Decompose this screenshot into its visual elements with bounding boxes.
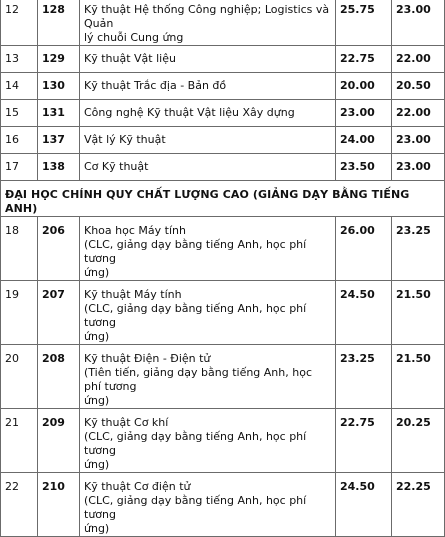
program-name (80, 0, 336, 46)
row-number: 22 (1, 473, 38, 537)
program-name (80, 473, 336, 537)
table-body-bottom (1, 217, 445, 537)
table-row (1, 345, 445, 409)
score-a: 20.00 (336, 73, 392, 100)
program-code: 130 (38, 73, 80, 100)
score-b: 23.00 (392, 0, 445, 46)
program-name-line: Kỹ thuật Điện - Điện tử (84, 352, 211, 365)
program-name (80, 46, 336, 73)
score-b: 20.50 (392, 73, 445, 100)
score-b: 22.00 (392, 46, 445, 73)
program-name-line: (CLC, giảng dạy bằng tiếng Anh, học phí tương (84, 238, 307, 265)
table-row (1, 73, 445, 100)
row-number: 20 (1, 345, 38, 409)
score-a: 23.25 (336, 345, 392, 409)
table-row (1, 100, 445, 127)
program-name-line: Vật lý Kỹ thuật (84, 133, 166, 146)
score-a: 24.50 (336, 473, 392, 537)
program-name-line: (CLC, giảng dạy bằng tiếng Anh, học phí tương (84, 430, 307, 457)
program-name (80, 127, 336, 154)
score-b: 21.50 (392, 345, 445, 409)
score-a: 23.50 (336, 154, 392, 181)
row-number: 14 (1, 73, 38, 100)
program-name-line: ứng) (84, 458, 110, 471)
program-code: 131 (38, 100, 80, 127)
program-name-line: (CLC, giảng dạy bằng tiếng Anh, học phí tương (84, 494, 307, 521)
program-name (80, 217, 336, 281)
score-b: 23.00 (392, 127, 445, 154)
program-code: 208 (38, 345, 80, 409)
program-name-line: ứng) (84, 266, 110, 279)
table-row (1, 127, 445, 154)
program-code: 128 (38, 0, 80, 46)
program-code: 210 (38, 473, 80, 537)
table-row (1, 281, 445, 345)
program-code: 137 (38, 127, 80, 154)
score-a: 25.75 (336, 0, 392, 46)
section-header-body (1, 181, 445, 217)
program-name-line: Công nghệ Kỹ thuật Vật liệu Xây dựng (84, 106, 295, 119)
score-b: 23.25 (392, 217, 445, 281)
program-name-line: ứng) (84, 394, 110, 407)
table-row (1, 409, 445, 473)
table-row (1, 46, 445, 73)
program-code: 138 (38, 154, 80, 181)
row-number: 21 (1, 409, 38, 473)
program-name-line: lý chuỗi Cung ứng (84, 31, 184, 44)
row-number: 18 (1, 217, 38, 281)
table-row (1, 473, 445, 537)
score-b: 23.00 (392, 154, 445, 181)
program-name-line: Kỹ thuật Vật liệu (84, 52, 176, 65)
score-a: 22.75 (336, 46, 392, 73)
program-name-line: ứng) (84, 522, 110, 535)
program-name-line: Kỹ thuật Cơ điện tử (84, 480, 191, 493)
program-name-line: Kỹ thuật Hệ thống Công nghiệp; Logistics và Quản (84, 3, 330, 30)
score-a: 26.00 (336, 217, 392, 281)
score-b: 22.25 (392, 473, 445, 537)
program-name-line: Kỹ thuật Trắc địa - Bản đồ (84, 79, 227, 92)
program-name (80, 100, 336, 127)
program-name (80, 409, 336, 473)
section-title: ĐẠI HỌC CHÍNH QUY CHẤT LƯỢNG CAO (GIẢNG DẠY BẰNG TIẾNG ANH) (1, 181, 445, 217)
table-body-top (1, 0, 445, 181)
row-number: 17 (1, 154, 38, 181)
section-header-row (1, 181, 445, 217)
program-code: 129 (38, 46, 80, 73)
score-a: 24.00 (336, 127, 392, 154)
table-row (1, 0, 445, 46)
program-name-line: (Tiên tiến, giảng dạy bằng tiếng Anh, học phí tương (84, 366, 312, 393)
program-name-line: Kỹ thuật Máy tính (84, 288, 182, 301)
row-number: 19 (1, 281, 38, 345)
program-code: 207 (38, 281, 80, 345)
program-name (80, 73, 336, 100)
row-number: 12 (1, 0, 38, 46)
row-number: 15 (1, 100, 38, 127)
score-a: 22.75 (336, 409, 392, 473)
table-row (1, 217, 445, 281)
table-row (1, 154, 445, 181)
program-name-line: Kỹ thuật Cơ khí (84, 416, 169, 429)
row-number: 13 (1, 46, 38, 73)
score-b: 22.00 (392, 100, 445, 127)
score-b: 20.25 (392, 409, 445, 473)
program-name (80, 345, 336, 409)
program-name (80, 281, 336, 345)
score-b: 21.50 (392, 281, 445, 345)
program-code: 206 (38, 217, 80, 281)
score-a: 24.50 (336, 281, 392, 345)
program-code: 209 (38, 409, 80, 473)
program-name-line: (CLC, giảng dạy bằng tiếng Anh, học phí tương (84, 302, 307, 329)
program-name (80, 154, 336, 181)
program-name-line: Cơ Kỹ thuật (84, 160, 149, 173)
program-name-line: ứng) (84, 330, 110, 343)
program-name-line: Khoa học Máy tính (84, 224, 186, 237)
score-a: 23.00 (336, 100, 392, 127)
row-number: 16 (1, 127, 38, 154)
